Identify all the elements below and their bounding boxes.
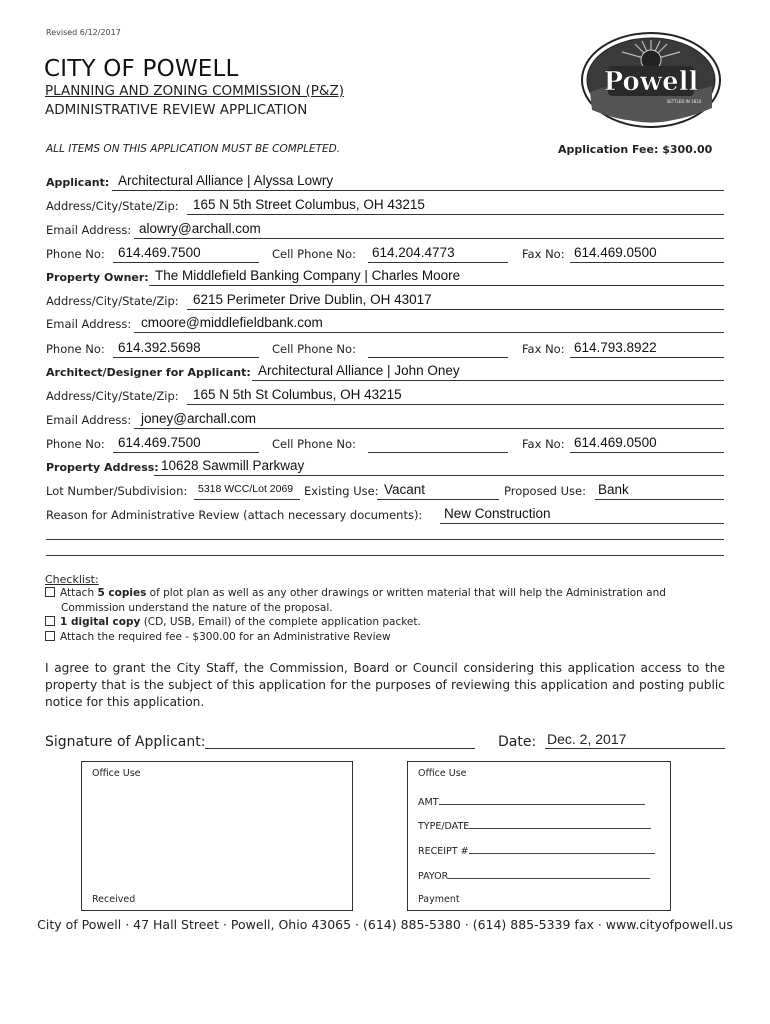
fax-label: Fax No: [522, 342, 565, 356]
address-label: Address/City/State/Zip: [46, 294, 179, 308]
address-label: Address/City/State/Zip: [46, 389, 179, 403]
logo-tagline: SETTLED IN 1810 [666, 99, 702, 104]
owner-label: Property Owner: [46, 271, 149, 284]
property-address-field[interactable]: 10628 Sawmill Parkway [161, 458, 305, 473]
architect-fax-field[interactable]: 614.469.0500 [574, 435, 657, 450]
phone-label: Phone No: [46, 247, 105, 261]
owner-address-row [46, 290, 724, 310]
applicant-phone-row [46, 243, 724, 263]
email-label: Email Address: [46, 223, 132, 237]
architect-label: Architect/Designer for Applicant: [46, 366, 251, 379]
applicant-email-row [46, 219, 724, 239]
checklist-item-fee: Attach the required fee - $300.00 for an Administrative Review [45, 630, 705, 645]
revised-date: Revised 6/12/2017 [46, 28, 121, 37]
agreement-text: I agree to grant the City Staff, the Commission, Board or Council considering this application access to the property that is the subject of this application for the purposes of reviewing this application and posting public notice for this application. [45, 661, 725, 709]
city-title: CITY OF POWELL [44, 56, 239, 82]
reason-row [46, 504, 724, 524]
property-address-row [46, 456, 724, 476]
all-items-notice: ALL ITEMS ON THIS APPLICATION MUST BE COMPLETED. [46, 143, 341, 155]
cell-label: Cell Phone No: [272, 247, 356, 261]
architect-email-field[interactable]: joney@archall.com [141, 411, 257, 426]
lot-label: Lot Number/Subdivision: [46, 484, 188, 498]
receipt-field[interactable]: RECEIPT # [418, 844, 655, 857]
applicant-email-field[interactable]: alowry@archall.com [139, 221, 261, 236]
lot-use-row [46, 480, 724, 500]
received-label: Received [92, 894, 136, 905]
payment-label: Payment [418, 894, 460, 905]
applicant-row [46, 171, 724, 191]
checkbox-fee[interactable] [45, 631, 55, 641]
owner-phone-row [46, 338, 724, 358]
checklist-item-digital: 1 digital copy (CD, USB, Email) of the complete application packet. [45, 615, 705, 630]
address-label: Address/City/State/Zip: [46, 199, 179, 213]
applicant-fax-field[interactable]: 614.469.0500 [574, 245, 657, 260]
architect-phone-field[interactable]: 614.469.7500 [118, 435, 201, 450]
proposed-use-label: Proposed Use: [504, 484, 586, 498]
owner-fax-field[interactable]: 614.793.8922 [574, 340, 657, 355]
office-use-received-box [81, 761, 353, 911]
office-use-payment-box [407, 761, 671, 911]
reason-field[interactable]: New Construction [444, 506, 551, 521]
applicant-cell-field[interactable]: 614.204.4773 [372, 245, 455, 260]
checklist-item-copies: Attach 5 copies of plot plan as well as any other drawings or written material that will help the Administration and Commission understand the nature of the proposal. [45, 586, 705, 615]
cell-label: Cell Phone No: [272, 437, 356, 451]
date-label: Date: [498, 734, 537, 750]
reason-blank-line-2[interactable] [46, 555, 724, 556]
owner-address-field[interactable]: 6215 Perimeter Drive Dublin, OH 43017 [193, 292, 432, 307]
applicant-phone-field[interactable]: 614.469.7500 [118, 245, 201, 260]
application-title: ADMINISTRATIVE REVIEW APPLICATION [45, 102, 308, 118]
applicant-name-field[interactable]: Architectural Alliance | Alyssa Lowry [118, 173, 334, 188]
application-fee: Application Fee: $300.00 [558, 143, 713, 156]
phone-label: Phone No: [46, 437, 105, 451]
architect-row [46, 361, 724, 381]
amt-field[interactable]: AMT [418, 795, 645, 808]
property-address-label: Property Address: [46, 461, 159, 474]
office-use-title: Office Use [418, 768, 467, 779]
applicant-label: Applicant: [46, 176, 110, 189]
footer-contact: City of Powell · 47 Hall Street · Powell, Ohio 43065 · (614) 885-5380 · (614) 885-5339 fax · www.cityofpowell.us [37, 917, 733, 932]
signature-label: Signature of Applicant: [45, 734, 206, 750]
applicant-address-field[interactable]: 165 N 5th Street Columbus, OH 43215 [193, 197, 425, 212]
owner-email-row [46, 313, 724, 333]
applicant-address-row [46, 195, 724, 215]
architect-email-row [46, 409, 724, 429]
email-label: Email Address: [46, 413, 132, 427]
cell-label: Cell Phone No: [272, 342, 356, 356]
fax-label: Fax No: [522, 247, 565, 261]
reason-label: Reason for Administrative Review (attach necessary documents): [46, 508, 423, 522]
architect-name-field[interactable]: Architectural Alliance | John Oney [258, 363, 460, 378]
commission-title: PLANNING AND ZONING COMMISSION (P&Z) [45, 83, 344, 99]
owner-row [46, 266, 724, 286]
fax-label: Fax No: [522, 437, 565, 451]
checklist-title: Checklist: [45, 573, 99, 586]
city-of-powell-logo [580, 30, 722, 130]
lot-field[interactable]: 5318 WCC/Lot 2069 [198, 483, 294, 495]
signature-field[interactable] [205, 748, 475, 749]
date-field-line [545, 748, 725, 749]
phone-label: Phone No: [46, 342, 105, 356]
office-use-title: Office Use [92, 768, 141, 779]
payor-field[interactable]: PAYOR [418, 869, 650, 882]
architect-address-field[interactable]: 165 N 5th St Columbus, OH 43215 [193, 387, 402, 402]
proposed-use-field[interactable]: Bank [598, 482, 629, 497]
checkbox-digital[interactable] [45, 616, 55, 626]
reason-blank-line-1[interactable] [46, 539, 724, 540]
architect-address-row [46, 385, 724, 405]
checklist [45, 573, 705, 644]
checkbox-copies[interactable] [45, 587, 55, 597]
type-date-field[interactable]: TYPE/DATE [418, 819, 651, 832]
architect-phone-row [46, 433, 724, 453]
logo-word: Powell [603, 67, 699, 97]
email-label: Email Address: [46, 317, 132, 331]
owner-phone-field[interactable]: 614.392.5698 [118, 340, 201, 355]
existing-use-field[interactable]: Vacant [384, 482, 426, 497]
owner-name-field[interactable]: The Middlefield Banking Company | Charles Moore [155, 268, 461, 283]
owner-email-field[interactable]: cmoore@middlefieldbank.com [141, 315, 323, 330]
existing-use-label: Existing Use: [304, 484, 379, 498]
date-field[interactable]: Dec. 2, 2017 [547, 731, 627, 747]
